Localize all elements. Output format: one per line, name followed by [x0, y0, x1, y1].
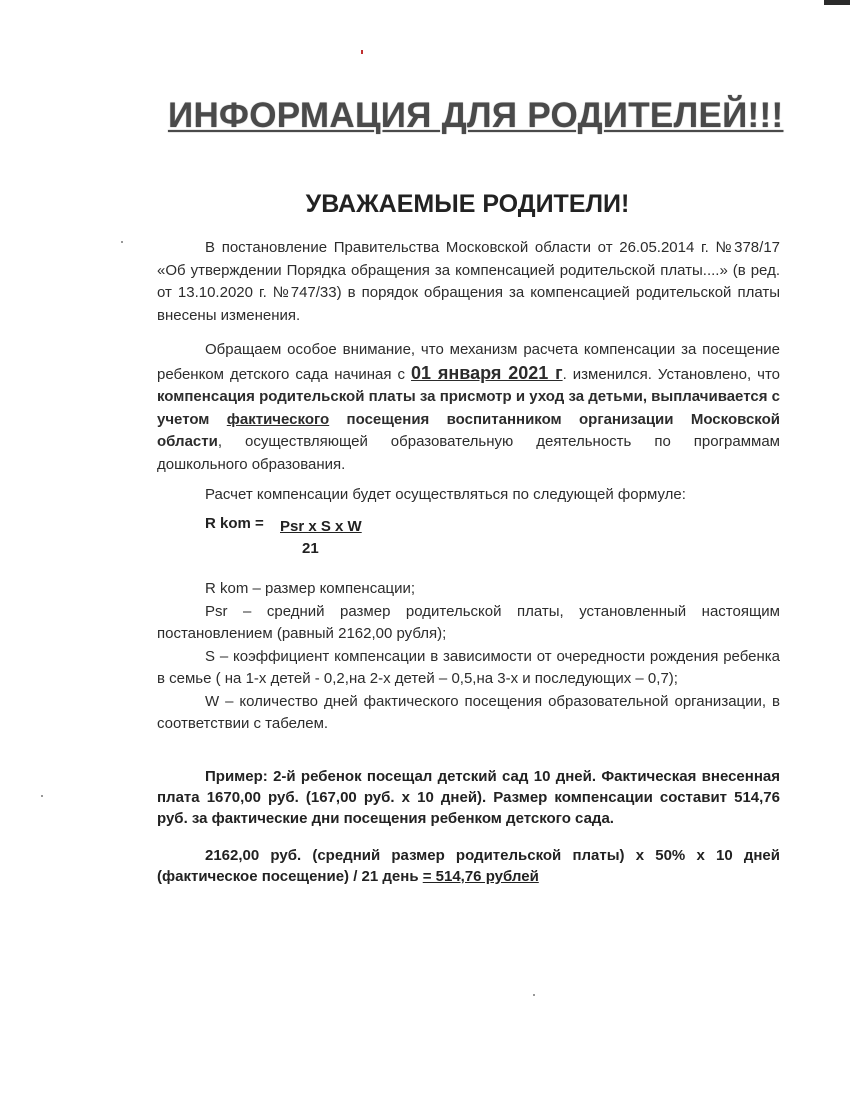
change-paragraph: Обращаем особое внимание, что механизм расчета компенсации за посещение ребенком детского сада начиная с 01 января 2021 г. изменился. Установлено, что компенсация родительской платы за присмотр и уход за детьми, выплачивается с учетом фактического посещения воспитанником организации Московской области, осуществляющей образовательную деятельность по программам дошкольного образования.: [157, 341, 780, 473]
formula-definitions: [157, 578, 780, 736]
definition-rkom: R kom – размер компенсации;: [205, 580, 416, 597]
formula-denominator: 21: [302, 540, 319, 557]
actual-attendance-emphasis: фактического: [226, 410, 330, 428]
page-title: ИНФОРМАЦИЯ ДЛЯ РОДИТЕЛЕЙ!!!: [168, 96, 784, 135]
definition-w: W – количество дней фактического посещения образовательной организации, в соответствии с табелем.: [157, 692, 780, 732]
scan-dot: [41, 795, 43, 797]
formula-intro: Расчет компенсации будет осуществляться по следующей формуле:: [205, 486, 686, 503]
effective-date: 01 января 2021 г: [411, 362, 563, 383]
example-paragraph: Пример: 2-й ребенок посещал детский сад 10 дней. Фактическая внесенная плата 1670,00 руб. (167,00 руб. х 10 дней). Размер компенсации составит 514,76 руб. за фактические дни посещения ребенком детского сада.: [157, 768, 780, 827]
scan-dot: [121, 241, 123, 243]
scan-speck: [361, 50, 363, 54]
scan-dot: [533, 994, 535, 996]
example-calculation: 2162,00 руб. (средний размер родительской платы) х 50% х 10 дней (фактическое посещение) / 21 день = 514,76 рублей: [157, 847, 780, 885]
formula-numerator: Psr x S x W: [280, 518, 362, 535]
formula-lhs: R kom =: [205, 515, 264, 532]
intro-paragraph: В постановление Правительства Московской области от 26.05.2014 г. №378/17 «Об утверждении Порядка обращения за компенсацией родительской платы....» (в ред. от 13.10.2020 г. №747/33) в порядок обращения за компенсацией родительской платы внесены изменения.: [157, 239, 780, 324]
scan-corner-mark: [824, 0, 850, 5]
greeting-heading: УВАЖАЕМЫЕ РОДИТЕЛИ!: [305, 190, 630, 218]
definition-s: S – коэффициент компенсации в зависимости от очередности рождения ребенка в семье ( на 1-х детей - 0,2,на 2-х детей – 0,5,на 3-х и последующих – 0,7);: [157, 647, 780, 687]
definition-psr: Psr – средний размер родительской платы, установленный настоящим постановлением (равный 2162,00 рубля);: [157, 602, 780, 642]
example-result: = 514,76 рублей: [422, 868, 539, 885]
